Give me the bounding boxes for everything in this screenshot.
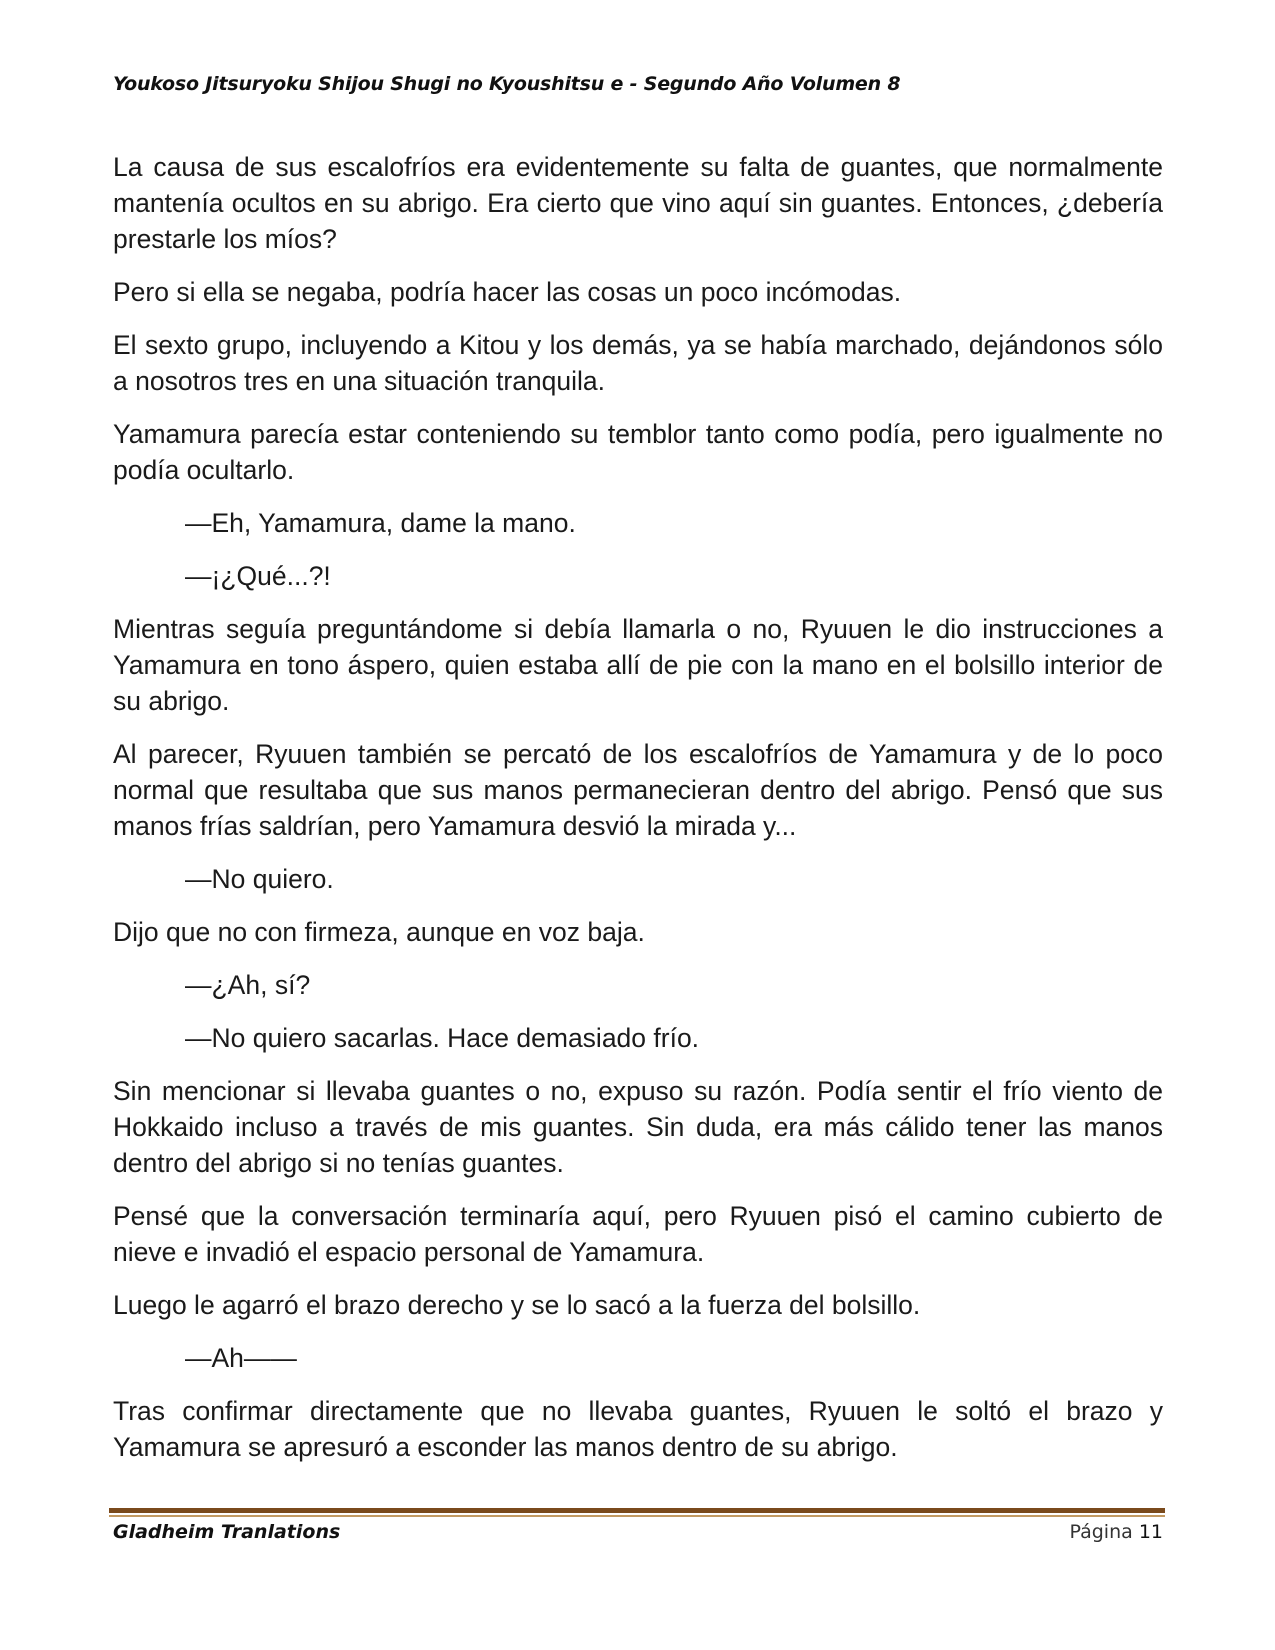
paragraph: Yamamura parecía estar conteniendo su temblor tanto como podía, pero igualmente no podía ocultarlo. [113, 419, 1163, 485]
footer-divider-thin [109, 1515, 1165, 1517]
footer-credit: Gladheim Tranlations [113, 1521, 341, 1543]
dialogue-line: —¿Ah, sí? [185, 970, 311, 1000]
dialogue-line: —¡¿Qué...?! [185, 561, 331, 591]
paragraph: La causa de sus escalofríos era evidentemente su falta de guantes, que normalmente mantenía ocultos en su abrigo. Era cierto que vino aquí sin guantes. Entonces, ¿debería prestarle los míos? [113, 152, 1163, 254]
paragraph: Tras confirmar directamente que no llevaba guantes, Ryuuen le soltó el brazo y Yamamura se apresuró a esconder las manos dentro de su abrigo. [113, 1396, 1163, 1462]
paragraph: Mientras seguía preguntándome si debía llamarla o no, Ryuuen le dio instrucciones a Yamamura en tono áspero, quien estaba allí de pie con la mano en el bolsillo interior de su abrigo. [113, 614, 1163, 716]
running-header: Youkoso Jitsuryoku Shijou Shugi no Kyoushitsu e - Segundo Año Volumen 8 [113, 73, 901, 95]
dialogue-line: —No quiero sacarlas. Hace demasiado frío. [185, 1023, 700, 1053]
paragraph: Sin mencionar si llevaba guantes o no, expuso su razón. Podía sentir el frío viento de Hokkaido incluso a través de mis guantes. Sin duda, era más cálido tener las manos dentro del abrigo si no tenías guantes. [113, 1076, 1163, 1178]
paragraph: Dijo que no con firmeza, aunque en voz baja. [113, 917, 645, 947]
paragraph: Pensé que la conversación terminaría aquí, pero Ryuuen pisó el camino cubierto de nieve e invadió el espacio personal de Yamamura. [113, 1201, 1163, 1267]
page-number-value: 11 [1138, 1521, 1163, 1543]
body-text [113, 149, 1163, 1465]
dialogue-line: —Eh, Yamamura, dame la mano. [185, 508, 576, 538]
page-number [1069, 1521, 1163, 1543]
paragraph: Pero si ella se negaba, podría hacer las cosas un poco incómodas. [113, 277, 902, 307]
dialogue-line: —No quiero. [185, 864, 334, 894]
footer-divider [109, 1508, 1165, 1517]
page-label: Página [1069, 1521, 1133, 1543]
paragraph: Al parecer, Ryuuen también se percató de los escalofríos de Yamamura y de lo poco normal que resultaba que sus manos permanecieran dentro del abrigo. Pensó que sus manos frías saldrían, pero Yamamura desvió la mirada y... [113, 739, 1163, 841]
dialogue-line: —Ah—— [185, 1343, 297, 1373]
paragraph: El sexto grupo, incluyendo a Kitou y los demás, ya se había marchado, dejándonos sólo a nosotros tres en una situación tranquila. [113, 330, 1163, 396]
paragraph: Luego le agarró el brazo derecho y se lo sacó a la fuerza del bolsillo. [113, 1290, 921, 1320]
